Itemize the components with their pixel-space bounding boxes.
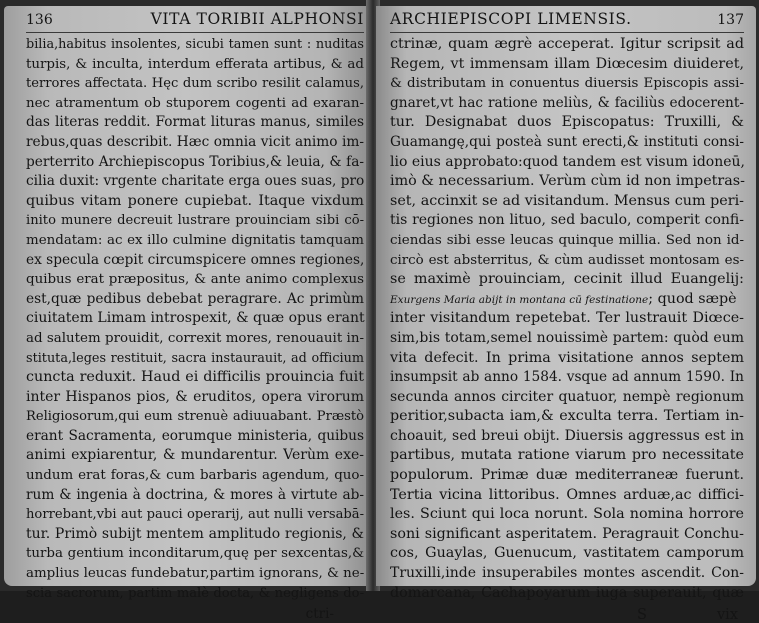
text-line: tur. Designabat duos Episcopatus: Truxilli, & <box>390 114 744 131</box>
text-line: domarcana, Cachapoyarum iuga superauit, quæ <box>390 584 744 601</box>
text-line: Tertia vicina littoribus. Omnes arduæ,ac diffici- <box>390 486 744 503</box>
text-line: ex specula cœpit circumspicere omnes regiones, <box>26 251 365 268</box>
text-line: sim,bis totam,semel nouissimè partem: quòd eum <box>390 329 744 346</box>
text-line: erant Sacramenta, eorumque ministeria, quibus <box>26 427 364 444</box>
text-line: turpis, & inculta, interdum efferata artibus, & ad <box>26 56 364 72</box>
text-line: populorum. Primæ duæ mediterraneæ fuerunt. <box>390 467 744 484</box>
text-line: das literas reddit. Format lituras manus, similes <box>26 114 364 131</box>
text-line: ciendas sibi esse leucas quinque millia. Sed non id- <box>390 232 744 248</box>
text-line: circò est absterritus, & cùm audisset montosam es- <box>390 252 744 268</box>
text-line: scia sacrorum, partim malè docta, & negligens do- <box>26 585 364 601</box>
left-running-title: VITA TORIBII ALPHONSI <box>150 10 364 28</box>
text-line: quibus vitam ponere cupiebat. Itaque vixdum <box>26 192 364 209</box>
right-running-head <box>390 10 744 33</box>
text-line: inter visitandum repetebat. Ter lustrauit Diœce- <box>390 310 744 327</box>
text-line: mendatam: ac ex illo culmine dignitatis tamquam <box>26 232 364 248</box>
text-line: se maximè prouinciam, cecinit illud Euangelij: <box>390 271 744 288</box>
text-line: ctrinæ, quam ægrè acceperat. Igitur scripsit ad <box>390 36 744 52</box>
text-line: vita defecit. In prima visitatione annos septem <box>390 349 744 366</box>
text-line: Regem, vt immensam illam Diœcesim diuideret, <box>390 55 744 72</box>
text-line: choauit, sed breui obijt. Diuersis aggressus est in <box>390 427 744 444</box>
right-footer <box>390 607 744 623</box>
text-line: nec atramentum ob stuporem cogenti ad exaran- <box>26 95 364 111</box>
text-line: ad salutem prouidit, correxit mores, renouauit in- <box>26 330 364 346</box>
right-catchword: vix <box>716 607 738 623</box>
text-line: secunda annos circiter quatuor, nempè regionum <box>390 388 744 405</box>
text-line: set, accinxit se ad visitandum. Mensus cum peri- <box>390 192 744 209</box>
text-line: tis regiones non lituo, sed baculo, comperit confi- <box>390 212 744 229</box>
right-text-body-continued <box>390 309 744 603</box>
text-line: bilia,habitus insolentes, sicubi tamen sunt : nuditas <box>26 37 364 52</box>
text-line: est,quæ pedibus debebat peragrare. Ac primùm <box>26 290 364 307</box>
text-line: terrores affectata. Hęc dum scribo resilit calamus, <box>26 76 364 92</box>
text-line: cuncta reduxit. Haud ei difficilis prouincia fuit <box>26 369 364 386</box>
text-line: undum erat foras,& cum barbaris agendum, quo- <box>26 468 364 484</box>
quote-tail: ; quod sæpè <box>648 290 737 307</box>
text-line: Religiosorum,qui eum strenuè adiuuabant. Præstò <box>26 409 364 425</box>
text-line: rebus,quas describit. Hæc omnia vicit animo im- <box>26 133 364 150</box>
text-line: ciuitatem Limam introspexit, & quæ opus erant <box>26 310 365 327</box>
text-line: quibus erat præpositus, & ante animo complexus <box>26 272 364 288</box>
right-page <box>376 6 756 623</box>
text-line: inito munere decreuit lustrare prouinciam sibi cō- <box>26 213 364 229</box>
text-line: inter Hispanos pios, & eruditos, opera virorum <box>26 388 364 405</box>
text-line: soni significant asperitatem. Peragrauit Conchu- <box>390 525 744 542</box>
right-text-body <box>390 35 744 290</box>
text-line: partibus, mutata ratione viarum pro necessitate <box>390 447 744 464</box>
left-page <box>4 6 370 623</box>
signature-mark: S <box>637 607 647 623</box>
text-line: amplius leucas fundebatur,partim ignorans, & ne- <box>26 566 365 582</box>
text-line: perterrito Archiepiscopus Toribius,& leuia, & fa- <box>26 153 364 170</box>
left-text-body <box>26 35 364 603</box>
left-page-number: 136 <box>26 12 53 28</box>
right-running-title: ARCHIEPISCOPI LIMENSIS. <box>390 10 632 28</box>
text-line: les. Sciunt qui loca norunt. Sola nomina horrore <box>390 506 744 523</box>
text-line: Truxilli,inde insuperabiles montes ascendit. Con- <box>390 565 744 582</box>
text-line: horrebant,vbi aut pauci operarij, aut nulli versabā- <box>26 507 364 523</box>
text-line: turba gentium inconditarum,quę per sexcentas,& <box>26 546 364 562</box>
text-line: peritior,subacta iam,& exculta terra. Tertiam in- <box>390 408 744 425</box>
text-line: tur. Primò subijt mentem amplitudo regionis, & <box>26 525 364 542</box>
text-line: & distributam in conuentus diuersis Episcopis assi- <box>390 76 744 92</box>
text-line: lio eius approbato:quod tandem est visum idoneū, <box>390 153 745 170</box>
left-running-head <box>26 10 364 33</box>
text-line: Guamangę,qui posteà sunt erecti,& instituti consi- <box>390 133 744 150</box>
left-catchword: ctri- <box>305 606 334 623</box>
text-line: animi expiarentur, & mundarentur. Verùm exe- <box>26 447 364 464</box>
text-line: cos, Guaylas, Guenucum, vastitatem camporum <box>390 545 744 562</box>
text-line: imò & necessarium. Verùm cùm id non impetras- <box>390 173 745 190</box>
quote-line <box>390 290 744 310</box>
text-line: stituta,leges restituit, sacra instaurauit, ad officium <box>26 350 364 366</box>
text-line: rum & ingenia à doctrina, & mores à virtute ab- <box>26 486 364 503</box>
right-page-number: 137 <box>717 12 744 28</box>
italic-quote: Exurgens Maria abijt in montana cū festinatione <box>390 293 649 306</box>
text-line: cilia duxit: vrgente charitate erga oues suas, pro <box>26 173 365 190</box>
text-line: gnaret,vt hac ratione meliùs, & faciliùs edocerent- <box>390 94 744 111</box>
text-line: insumpsit ab anno 1584. vsque ad annum 1590. In <box>390 369 744 386</box>
